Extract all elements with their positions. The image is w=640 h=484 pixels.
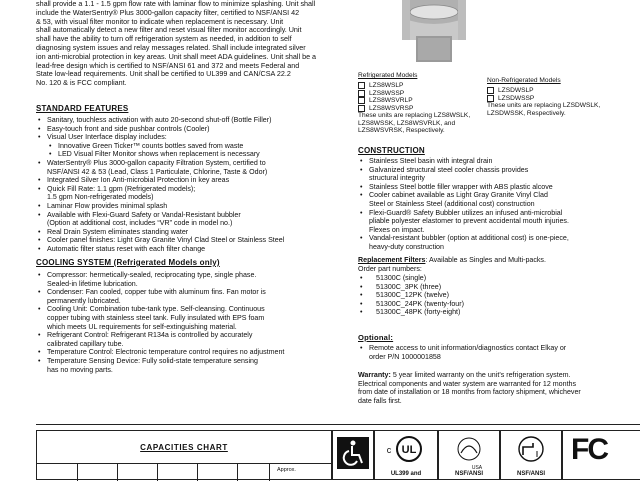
warranty-line: Electrical components and water system are warranted for 12 months — [358, 379, 577, 388]
warranty-line: 5 year limited warranty on the unit’s refrigeration system. — [390, 371, 571, 379]
ada-logo — [332, 430, 374, 480]
model-number: LZS8WSSP — [369, 89, 405, 97]
list-item: 1.5 gpm Non-refrigerated models) — [47, 193, 154, 202]
list-item: heavy-duty construction — [369, 242, 444, 251]
list-item: • Available with Flexi-Guard Safety or Vandal-Resistant bubbler — [36, 211, 358, 220]
cooling-system-heading: COOLING SYSTEM (Refrigerated Models only) — [36, 258, 220, 267]
faucet-logo-icon — [501, 431, 561, 471]
table-column-line — [117, 463, 118, 481]
wheelchair-icon — [333, 431, 373, 479]
list-item: • Stainless Steel basin with integral drain — [358, 157, 640, 166]
models-note-line: LZSDWSSK, Respectively. — [487, 109, 566, 117]
list-item: Flexes on impact. — [369, 225, 425, 234]
list-item: • Cooler panel finishes: Light Gray Granite Vinyl Clad Steel or Stainless Steel — [36, 236, 358, 245]
capacities-chart — [36, 430, 332, 480]
warranty-line: date falls first. — [358, 396, 402, 405]
ul-mark: UL — [401, 444, 417, 456]
checkbox-icon[interactable] — [358, 97, 365, 104]
intro-paragraph — [36, 0, 358, 88]
models-note-line: These units are replacing LZS8WSLK, — [358, 112, 471, 119]
list-item: • Condenser: Fan cooled, copper tube with aluminum fins. Fan motor is — [36, 288, 358, 297]
intro-line: shall provide a 1.1 - 1.5 gpm flow rate with laminar flow to minimize splashing. Unit shall — [36, 0, 316, 8]
ul-label: UL399 and — [390, 470, 422, 477]
model-row[interactable] — [358, 97, 413, 105]
standard-features-list — [36, 116, 358, 254]
filter-part-item: • 51300C_48PK (forty-eight) — [358, 308, 558, 317]
bottom-rule — [36, 424, 640, 425]
c-mark: c — [386, 445, 392, 455]
list-item: • Innovative Green Ticker™ counts bottles saved from waste — [36, 142, 358, 151]
list-item: • Compressor: hermetically-sealed, reciprocating type, single phase. — [36, 271, 358, 280]
list-item: • Refrigerant Control: Refrigerant R134a is controlled by accurately — [36, 331, 358, 340]
warranty-line: from date of installation or 18 months from factory shipment, whichever — [358, 388, 581, 397]
table-column-line — [269, 463, 270, 481]
list-item: • Temperature Sensing Device: Fully solid-state temperature sensing — [36, 357, 358, 366]
filter-part-item: • 51300C (single) — [358, 274, 558, 283]
list-item: • Real Drain System eliminates standing water — [36, 228, 358, 237]
filter-parts-list — [358, 274, 558, 317]
intro-line: & 53, with visual filter monitor to indicate when replacement is necessary. Unit — [36, 16, 284, 26]
filter-part-item: • 51300C_3PK (three) — [358, 283, 558, 292]
models-note-line: These units are replacing LZSDWSLK, — [487, 102, 601, 109]
list-item: copper tubing with stainless steel tank. Fully insulated with EPS foam — [47, 313, 265, 322]
non-refrigerated-models-list — [487, 87, 534, 102]
intro-line: include the WaterSentry® Plus 3000-gallon capacity filter, certified to NSF/ANSI 42 — [36, 7, 300, 17]
refrigerated-models-note — [358, 112, 470, 135]
non-refrigerated-models-note — [487, 102, 600, 117]
model-number: LZSDWSLP — [498, 87, 534, 94]
list-item: • Cooler cabinet available as Light Gray Granite Vinyl Clad — [358, 191, 640, 200]
list-item: • Sanitary, touchless activation with auto 20-second shut-off (Bottle Filler) — [36, 116, 358, 125]
list-item: • Temperature Control: Electronic temperature control requires no adjustment — [36, 348, 358, 357]
optional-list — [358, 344, 640, 361]
list-item: order P/N 1000001858 — [369, 352, 441, 361]
list-item: • Flexi-Guard® Safety Bubbler utilizes an infused anti-microbial — [358, 209, 640, 218]
model-row[interactable] — [358, 90, 413, 98]
approx-label: Approx. — [277, 467, 296, 473]
model-number: LZS8WSVRLP — [369, 97, 413, 105]
list-item: which meets UL requirements for self-extinguishing material. — [47, 322, 237, 331]
checkbox-icon[interactable] — [358, 90, 365, 97]
nsf-certification-2 — [500, 430, 562, 480]
intro-line: shall have the ability to turn off refrigeration system as needed, in addition to self — [36, 34, 292, 44]
list-item: • Visual User Interface display includes: — [36, 133, 358, 142]
list-item: • Cooling Unit: Combination tube-tank type. Self-cleansing. Continuous — [36, 305, 358, 314]
list-item: • Quick Fill Rate: 1.1 gpm (Refrigerated models); — [36, 185, 358, 194]
nsf-label-2: NSF/ANSI — [516, 470, 545, 477]
fcc-mark: FC — [571, 433, 607, 466]
refrigerated-models-list — [358, 82, 413, 112]
filter-part-item: • 51300C_24PK (twenty-four) — [358, 300, 558, 309]
checkbox-icon[interactable] — [487, 87, 494, 94]
ul-logo-icon — [375, 431, 437, 471]
non-refrigerated-models-heading: Non-Refrigerated Models — [487, 77, 561, 84]
list-item: Steel or Stainless Steel (additional cost) construction — [369, 199, 535, 208]
warranty-label: Warranty: — [358, 371, 391, 379]
warranty-text — [358, 371, 640, 405]
construction-heading: CONSTRUCTION — [358, 146, 425, 155]
usa-mark: USA — [471, 465, 483, 471]
table-column-line — [237, 463, 238, 481]
list-item: • Integrated Silver Ion Anti-microbial Protection in key areas — [36, 176, 358, 185]
list-item: calibrated capillary tube. — [47, 339, 124, 348]
standard-features-heading: STANDARD FEATURES — [36, 104, 129, 113]
nsf-label: NSF/ANSI — [454, 470, 483, 477]
refrigerated-models-heading: Refrigerated Models — [358, 72, 418, 79]
checkbox-icon[interactable] — [487, 95, 494, 102]
nsf-certification — [438, 430, 500, 480]
capacities-chart-title: CAPACITIES CHART — [140, 443, 228, 452]
model-number: LZS8WSVRSP — [369, 104, 414, 112]
table-divider — [37, 463, 331, 464]
checkbox-icon[interactable] — [358, 82, 365, 89]
list-item: • Galvanized structural steel cooler chassis provides — [358, 166, 640, 175]
intro-line: No. 120 & is FCC compliant. — [36, 78, 127, 88]
ul-certification — [374, 430, 438, 480]
intro-line: diagnosing system issues and relay messages related. Shall include integrated silver — [36, 42, 306, 52]
replacement-filters-text: : Available as Singles and Multi-packs. — [425, 256, 546, 264]
list-item: • Laminar Flow provides minimal splash — [36, 202, 358, 211]
replacement-filters-line — [358, 256, 640, 265]
construction-list — [358, 157, 640, 252]
list-item: NSF/ANSI 42 & 53 (Lead, Class 1 Particulate, Chlorine, Taste & Odor) — [47, 167, 268, 176]
table-column-line — [77, 463, 78, 481]
list-item: • Vandal-resistant bubbler (option at additional cost) is one-piece, — [358, 234, 640, 243]
replacement-filters-label: Replacement Filters — [358, 256, 426, 264]
cooling-system-list — [36, 271, 358, 374]
intro-line: lead-free design which is certified to NSF/ANSI 61 and 372 and meets Federal and — [36, 60, 300, 70]
filter-part-item: • 51300C_12PK (twelve) — [358, 291, 558, 300]
list-item: structural integrity — [369, 174, 425, 183]
models-note-line: LZS8WSVRSK, Respectively. — [358, 127, 445, 135]
product-image — [394, 0, 474, 64]
order-part-numbers-label: Order part numbers: — [358, 265, 422, 273]
model-row[interactable] — [487, 87, 534, 95]
list-item: Sealed-in lifetime lubrication. — [47, 279, 138, 288]
optional-heading: Optional: — [358, 333, 394, 342]
list-item: • Stainless Steel bottle filler wrapper with ABS plastic alcove — [358, 183, 640, 192]
list-item: • Remote access to unit information/diagnostics contact Elkay or — [358, 344, 640, 353]
table-column-line — [157, 463, 158, 481]
list-item: • WaterSentry® Plus 3000-gallon capacity Filtration System, certified to — [36, 159, 358, 168]
model-number: LZS8WSLP — [369, 82, 404, 89]
list-item: • LED Visual Filter Monitor shows when replacement is necessary — [36, 150, 358, 159]
intro-line: shall automatically detect a new filter and reset visual filter monitor accordingly. Unit — [36, 25, 302, 35]
models-note-line: LZS8WSSK, LZS8WSVRLK, and — [358, 119, 456, 127]
list-item: has no moving parts. — [47, 365, 113, 374]
list-item: permanently lubricated. — [47, 296, 121, 305]
nsf-seal-icon — [439, 431, 499, 471]
intro-line: ion anti-microbial protection in key areas. Unit shall meet ADA guidelines. Unit shall be a — [36, 51, 317, 61]
list-item: pliable polyester elastomer to prevent accidental mouth injuries. — [369, 217, 569, 226]
model-number: LZSDWSSP — [498, 94, 535, 102]
intro-line: State low-lead requirements. Unit shall be certified to UL399 and CAN/CSA 22.2 — [36, 69, 291, 79]
list-item: • Automatic filter status reset with each filter change — [36, 245, 358, 254]
list-item: (Option at additional cost, includes “VR” code in model no.) — [47, 219, 233, 228]
table-column-line — [197, 463, 198, 481]
model-row[interactable] — [358, 82, 413, 90]
fcc-logo — [562, 430, 640, 480]
list-item: • Easy-touch front and side pushbar controls (Cooler) — [36, 125, 358, 134]
